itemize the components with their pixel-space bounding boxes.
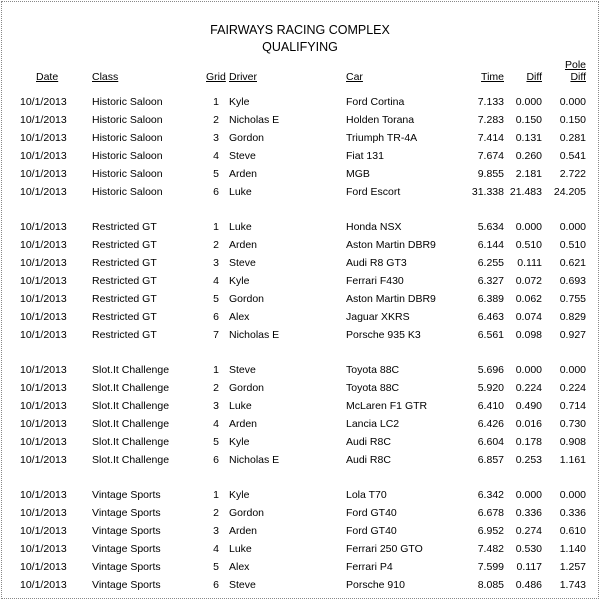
cell-time: 6.678: [477, 507, 504, 519]
cell-driver: Kyle: [229, 96, 250, 108]
cell-date: 10/1/2013: [20, 221, 67, 233]
header-pole-top: Pole: [564, 59, 586, 71]
cell-car: Holden Torana: [346, 114, 415, 126]
cell-class: Restricted GT: [92, 329, 157, 341]
header-car: Car: [346, 71, 363, 83]
cell-date: 10/1/2013: [20, 418, 67, 430]
cell-pole-diff: 1.140: [559, 543, 586, 555]
cell-class: Vintage Sports: [92, 525, 161, 537]
cell-driver: Steve: [229, 257, 256, 269]
cell-driver: Kyle: [229, 489, 250, 501]
header-class: Class: [92, 71, 119, 83]
cell-car: Ford GT40: [346, 525, 397, 537]
cell-pole-diff: 0.150: [559, 114, 586, 126]
cell-class: Historic Saloon: [92, 114, 163, 126]
cell-car: Ferrari P4: [346, 561, 393, 573]
cell-grid: 4: [213, 543, 219, 555]
cell-driver: Arden: [229, 239, 258, 251]
cell-car: Lancia LC2: [346, 418, 400, 430]
header-time: Time: [481, 71, 504, 83]
cell-diff: 0.072: [515, 275, 542, 287]
header-driver: Driver: [229, 71, 257, 83]
cell-date: 10/1/2013: [20, 454, 67, 466]
cell-pole-diff: 0.610: [559, 525, 586, 537]
cell-grid: 5: [213, 561, 219, 573]
cell-time: 6.561: [477, 329, 504, 341]
cell-car: Fiat 131: [346, 150, 384, 162]
cell-pole-diff: 0.510: [559, 239, 586, 251]
cell-driver: Alex: [229, 311, 250, 323]
cell-diff: 0.150: [515, 114, 542, 126]
cell-car: Toyota 88C: [346, 382, 400, 394]
cell-diff: 0.336: [515, 507, 542, 519]
cell-grid: 3: [213, 132, 219, 144]
cell-time: 6.857: [477, 454, 504, 466]
cell-date: 10/1/2013: [20, 489, 67, 501]
cell-pole-diff: 0.908: [559, 436, 586, 448]
cell-diff: 0.131: [515, 132, 542, 144]
cell-driver: Nicholas E: [229, 114, 280, 126]
cell-time: 6.342: [477, 489, 504, 501]
cell-date: 10/1/2013: [20, 364, 67, 376]
cell-time: 31.338: [471, 186, 504, 198]
cell-car: Porsche 910: [346, 579, 405, 591]
cell-time: 7.674: [477, 150, 504, 162]
cell-pole-diff: 0.000: [559, 221, 586, 233]
cell-date: 10/1/2013: [20, 382, 67, 394]
cell-date: 10/1/2013: [20, 543, 67, 555]
cell-driver: Gordon: [229, 507, 265, 519]
cell-date: 10/1/2013: [20, 239, 67, 251]
cell-grid: 2: [213, 239, 219, 251]
cell-car: Ford Cortina: [346, 96, 405, 108]
cell-driver: Gordon: [229, 293, 265, 305]
cell-driver: Arden: [229, 418, 258, 430]
cell-grid: 4: [213, 150, 219, 162]
cell-class: Slot.It Challenge: [92, 364, 170, 376]
cell-car: Audi R8C: [346, 454, 391, 466]
cell-diff: 0.016: [515, 418, 542, 430]
cell-diff: 0.000: [515, 221, 542, 233]
cell-grid: 6: [213, 579, 219, 591]
cell-date: 10/1/2013: [20, 329, 67, 341]
cell-diff: 0.000: [515, 489, 542, 501]
cell-diff: 0.000: [515, 96, 542, 108]
cell-driver: Gordon: [229, 382, 265, 394]
cell-car: MGB: [346, 168, 370, 180]
cell-driver: Gordon: [229, 132, 265, 144]
cell-class: Vintage Sports: [92, 579, 161, 591]
cell-grid: 1: [213, 364, 219, 376]
cell-time: 5.696: [477, 364, 504, 376]
cell-pole-diff: 0.755: [559, 293, 586, 305]
cell-time: 6.389: [477, 293, 504, 305]
cell-car: Triumph TR-4A: [346, 132, 418, 144]
cell-time: 6.952: [477, 525, 504, 537]
cell-diff: 0.486: [515, 579, 542, 591]
cell-class: Slot.It Challenge: [92, 436, 170, 448]
cell-time: 6.426: [477, 418, 504, 430]
cell-pole-diff: 0.336: [559, 507, 586, 519]
cell-car: Lola T70: [346, 489, 387, 501]
cell-class: Historic Saloon: [92, 186, 163, 198]
cell-date: 10/1/2013: [20, 293, 67, 305]
cell-class: Restricted GT: [92, 257, 157, 269]
cell-date: 10/1/2013: [20, 257, 67, 269]
cell-grid: 5: [213, 168, 219, 180]
cell-grid: 6: [213, 311, 219, 323]
cell-time: 6.463: [477, 311, 504, 323]
cell-class: Historic Saloon: [92, 96, 163, 108]
page-subtitle: QUALIFYING: [262, 40, 338, 54]
cell-class: Restricted GT: [92, 275, 157, 287]
cell-diff: 0.224: [515, 382, 542, 394]
cell-grid: 2: [213, 507, 219, 519]
cell-diff: 21.483: [509, 186, 542, 198]
cell-pole-diff: 0.927: [559, 329, 586, 341]
cell-car: Jaguar XKRS: [346, 311, 410, 323]
cell-grid: 3: [213, 257, 219, 269]
cell-date: 10/1/2013: [20, 400, 67, 412]
cell-driver: Arden: [229, 168, 258, 180]
cell-class: Restricted GT: [92, 311, 157, 323]
cell-grid: 1: [213, 489, 219, 501]
cell-time: 7.283: [477, 114, 504, 126]
cell-class: Slot.It Challenge: [92, 454, 170, 466]
cell-pole-diff: 0.281: [559, 132, 586, 144]
cell-car: Ferrari F430: [346, 275, 404, 287]
cell-car: Honda NSX: [346, 221, 402, 233]
cell-grid: 3: [213, 525, 219, 537]
cell-class: Historic Saloon: [92, 150, 163, 162]
cell-grid: 6: [213, 186, 219, 198]
cell-diff: 0.111: [517, 257, 542, 269]
cell-diff: 0.000: [515, 364, 542, 376]
cell-diff: 0.274: [515, 525, 542, 537]
cell-driver: Arden: [229, 525, 258, 537]
cell-pole-diff: 0.000: [559, 489, 586, 501]
cell-class: Slot.It Challenge: [92, 382, 170, 394]
cell-class: Historic Saloon: [92, 168, 163, 180]
cell-class: Restricted GT: [92, 239, 157, 251]
cell-pole-diff: 24.205: [553, 186, 586, 198]
cell-driver: Luke: [229, 221, 252, 233]
cell-class: Vintage Sports: [92, 489, 161, 501]
cell-diff: 0.530: [515, 543, 542, 555]
header-date: Date: [36, 71, 59, 83]
cell-date: 10/1/2013: [20, 436, 67, 448]
cell-grid: 5: [213, 436, 219, 448]
cell-grid: 2: [213, 114, 219, 126]
cell-pole-diff: 0.621: [559, 257, 586, 269]
cell-class: Restricted GT: [92, 221, 157, 233]
cell-diff: 0.117: [516, 561, 542, 573]
cell-grid: 1: [213, 96, 219, 108]
cell-date: 10/1/2013: [20, 275, 67, 287]
cell-class: Vintage Sports: [92, 507, 161, 519]
cell-pole-diff: 0.541: [559, 150, 586, 162]
cell-diff: 0.062: [515, 293, 542, 305]
cell-class: Historic Saloon: [92, 132, 163, 144]
cell-driver: Luke: [229, 400, 252, 412]
cell-pole-diff: 0.000: [559, 364, 586, 376]
cell-grid: 5: [213, 293, 219, 305]
cell-diff: 0.074: [515, 311, 542, 323]
cell-time: 8.085: [477, 579, 504, 591]
cell-driver: Luke: [229, 186, 252, 198]
cell-date: 10/1/2013: [20, 561, 67, 573]
cell-driver: Steve: [229, 579, 256, 591]
cell-driver: Steve: [229, 150, 256, 162]
cell-pole-diff: 0.730: [559, 418, 586, 430]
cell-pole-diff: 1.743: [559, 579, 586, 591]
cell-date: 10/1/2013: [20, 96, 67, 108]
results-page: [1, 1, 599, 599]
cell-car: Audi R8 GT3: [346, 257, 407, 269]
cell-car: Toyota 88C: [346, 364, 400, 376]
cell-time: 6.255: [477, 257, 504, 269]
cell-time: 5.920: [477, 382, 504, 394]
page-title: FAIRWAYS RACING COMPLEX: [210, 23, 390, 37]
cell-time: 6.604: [477, 436, 504, 448]
header-grid: Grid: [206, 71, 226, 83]
cell-grid: 1: [213, 221, 219, 233]
cell-diff: 0.253: [515, 454, 542, 466]
cell-grid: 2: [213, 382, 219, 394]
cell-car: Aston Martin DBR9: [346, 293, 436, 305]
cell-date: 10/1/2013: [20, 311, 67, 323]
cell-car: Ford GT40: [346, 507, 397, 519]
cell-car: Ferrari 250 GTO: [346, 543, 423, 555]
cell-date: 10/1/2013: [20, 186, 67, 198]
cell-time: 6.144: [477, 239, 504, 251]
cell-driver: Alex: [229, 561, 250, 573]
cell-time: 6.410: [477, 400, 504, 412]
cell-car: Aston Martin DBR9: [346, 239, 436, 251]
cell-date: 10/1/2013: [20, 168, 67, 180]
cell-driver: Kyle: [229, 436, 250, 448]
cell-date: 10/1/2013: [20, 525, 67, 537]
cell-grid: 4: [213, 275, 219, 287]
cell-diff: 0.510: [515, 239, 542, 251]
cell-time: 6.327: [477, 275, 504, 287]
cell-time: 7.414: [477, 132, 504, 144]
cell-pole-diff: 0.224: [559, 382, 586, 394]
cell-pole-diff: 0.829: [559, 311, 586, 323]
cell-date: 10/1/2013: [20, 150, 67, 162]
cell-driver: Nicholas E: [229, 329, 280, 341]
cell-date: 10/1/2013: [20, 507, 67, 519]
header-diff: Diff: [526, 71, 542, 83]
cell-diff: 0.098: [515, 329, 542, 341]
cell-diff: 0.260: [515, 150, 542, 162]
cell-class: Vintage Sports: [92, 561, 161, 573]
cell-date: 10/1/2013: [20, 114, 67, 126]
cell-grid: 4: [213, 418, 219, 430]
cell-pole-diff: 0.714: [559, 400, 586, 412]
cell-grid: 6: [213, 454, 219, 466]
cell-time: 9.855: [477, 168, 504, 180]
cell-car: Porsche 935 K3: [346, 329, 421, 341]
cell-class: Vintage Sports: [92, 543, 161, 555]
cell-class: Slot.It Challenge: [92, 418, 170, 430]
cell-pole-diff: 2.722: [559, 168, 586, 180]
cell-time: 7.482: [477, 543, 504, 555]
cell-pole-diff: 1.257: [559, 561, 586, 573]
cell-time: 7.599: [477, 561, 504, 573]
cell-grid: 3: [213, 400, 219, 412]
cell-pole-diff: 1.161: [559, 454, 586, 466]
cell-date: 10/1/2013: [20, 579, 67, 591]
cell-time: 7.133: [477, 96, 504, 108]
cell-diff: 2.181: [515, 168, 542, 180]
cell-pole-diff: 0.000: [559, 96, 586, 108]
cell-pole-diff: 0.693: [559, 275, 586, 287]
cell-car: Audi R8C: [346, 436, 391, 448]
header-pole-bottom: Diff: [570, 71, 586, 83]
cell-diff: 0.490: [515, 400, 542, 412]
cell-grid: 7: [213, 329, 219, 341]
cell-class: Slot.It Challenge: [92, 400, 170, 412]
cell-class: Restricted GT: [92, 293, 157, 305]
cell-car: McLaren F1 GTR: [346, 400, 428, 412]
cell-time: 5.634: [477, 221, 504, 233]
cell-driver: Kyle: [229, 275, 250, 287]
cell-car: Ford Escort: [346, 186, 401, 198]
cell-diff: 0.178: [515, 436, 542, 448]
cell-date: 10/1/2013: [20, 132, 67, 144]
cell-driver: Luke: [229, 543, 252, 555]
cell-driver: Nicholas E: [229, 454, 280, 466]
cell-driver: Steve: [229, 364, 256, 376]
